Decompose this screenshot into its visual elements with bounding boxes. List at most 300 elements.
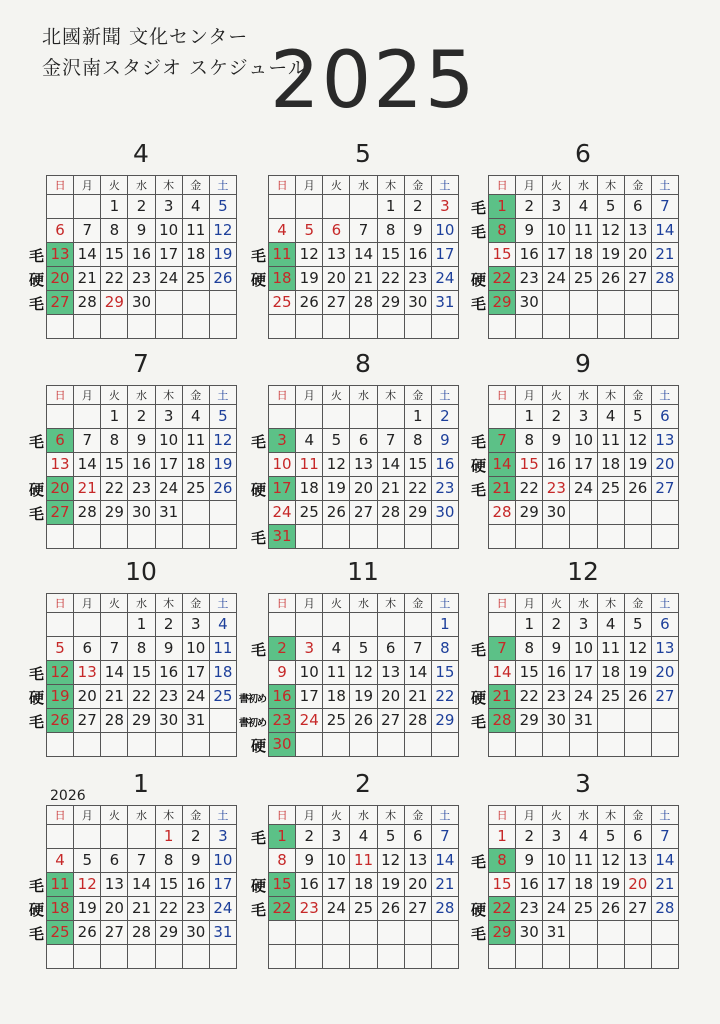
day-cell: 23 bbox=[405, 267, 432, 291]
day-cell: 30 bbox=[269, 733, 296, 757]
day-cell: 7 bbox=[652, 195, 679, 219]
day-cell: 16 bbox=[183, 873, 210, 897]
day-cell: 29 bbox=[101, 501, 128, 525]
day-cell: 15 bbox=[489, 243, 516, 267]
day-cell: 3 bbox=[543, 825, 570, 849]
day-cell: 28 bbox=[74, 291, 101, 315]
empty-cell bbox=[296, 613, 323, 637]
empty-cell bbox=[432, 733, 459, 757]
weekday-header: 金 bbox=[183, 594, 210, 613]
class-note-label: 毛 bbox=[470, 924, 486, 943]
empty-cell bbox=[74, 405, 101, 429]
empty-cell bbox=[570, 315, 597, 339]
empty-cell bbox=[183, 315, 210, 339]
day-cell: 19 bbox=[625, 661, 652, 685]
day-cell: 5 bbox=[296, 219, 323, 243]
day-cell: 8 bbox=[516, 429, 543, 453]
empty-cell bbox=[210, 501, 237, 525]
empty-cell bbox=[269, 405, 296, 429]
day-cell: 11 bbox=[570, 219, 597, 243]
class-note-label: 毛 bbox=[470, 294, 486, 313]
day-cell: 22 bbox=[128, 685, 155, 709]
day-cell: 2 bbox=[128, 405, 155, 429]
day-cell: 5 bbox=[210, 195, 237, 219]
empty-cell bbox=[489, 733, 516, 757]
day-cell: 5 bbox=[625, 405, 652, 429]
day-cell: 19 bbox=[598, 873, 625, 897]
day-cell: 15 bbox=[101, 243, 128, 267]
day-cell: 24 bbox=[570, 685, 597, 709]
day-cell: 8 bbox=[378, 219, 405, 243]
day-cell: 12 bbox=[296, 243, 323, 267]
day-cell: 23 bbox=[296, 897, 323, 921]
weekday-header: 金 bbox=[183, 176, 210, 195]
empty-cell bbox=[652, 945, 679, 969]
class-note-label: 毛 bbox=[470, 640, 486, 659]
weekday-header: 日 bbox=[489, 806, 516, 825]
day-cell: 14 bbox=[489, 453, 516, 477]
day-cell: 27 bbox=[323, 291, 350, 315]
day-cell: 15 bbox=[101, 453, 128, 477]
class-note-label: 硬 bbox=[28, 270, 44, 289]
day-cell: 26 bbox=[598, 897, 625, 921]
day-cell: 15 bbox=[156, 873, 183, 897]
day-cell: 16 bbox=[405, 243, 432, 267]
day-cell: 7 bbox=[489, 429, 516, 453]
day-cell: 14 bbox=[128, 873, 155, 897]
weekday-header: 火 bbox=[323, 594, 350, 613]
day-cell: 24 bbox=[432, 267, 459, 291]
day-cell: 2 bbox=[183, 825, 210, 849]
day-cell: 10 bbox=[183, 637, 210, 661]
day-cell: 8 bbox=[156, 849, 183, 873]
day-cell: 26 bbox=[210, 477, 237, 501]
day-cell: 22 bbox=[378, 267, 405, 291]
weekday-header: 火 bbox=[543, 594, 570, 613]
weekday-header: 月 bbox=[516, 176, 543, 195]
empty-cell bbox=[378, 405, 405, 429]
day-cell: 23 bbox=[128, 267, 155, 291]
empty-cell bbox=[350, 315, 377, 339]
day-cell: 13 bbox=[625, 219, 652, 243]
weekday-header: 月 bbox=[516, 594, 543, 613]
empty-cell bbox=[47, 405, 74, 429]
day-cell: 31 bbox=[210, 921, 237, 945]
class-note-label: 硬 bbox=[250, 876, 266, 895]
calendar-grid bbox=[488, 593, 679, 757]
day-cell: 23 bbox=[516, 897, 543, 921]
day-cell: 26 bbox=[323, 501, 350, 525]
day-cell: 24 bbox=[323, 897, 350, 921]
day-cell: 4 bbox=[47, 849, 74, 873]
class-note-label: 毛 bbox=[28, 876, 44, 895]
weekday-header: 金 bbox=[625, 386, 652, 405]
day-cell: 15 bbox=[128, 661, 155, 685]
day-cell: 2 bbox=[543, 405, 570, 429]
day-cell: 22 bbox=[101, 477, 128, 501]
day-cell: 17 bbox=[156, 243, 183, 267]
day-cell: 27 bbox=[101, 921, 128, 945]
empty-cell bbox=[47, 733, 74, 757]
day-cell: 22 bbox=[405, 477, 432, 501]
day-cell: 24 bbox=[183, 685, 210, 709]
empty-cell bbox=[323, 921, 350, 945]
day-cell: 31 bbox=[432, 291, 459, 315]
empty-cell bbox=[598, 291, 625, 315]
day-cell: 28 bbox=[489, 709, 516, 733]
day-cell: 10 bbox=[543, 849, 570, 873]
empty-cell bbox=[296, 405, 323, 429]
empty-cell bbox=[625, 291, 652, 315]
day-cell: 10 bbox=[156, 219, 183, 243]
weekday-header: 金 bbox=[625, 594, 652, 613]
month-title: 7 bbox=[133, 349, 149, 378]
weekday-header: 土 bbox=[210, 386, 237, 405]
day-cell: 22 bbox=[516, 685, 543, 709]
day-cell: 15 bbox=[489, 873, 516, 897]
day-cell: 30 bbox=[543, 709, 570, 733]
month-title: 11 bbox=[347, 557, 379, 586]
day-cell: 30 bbox=[516, 921, 543, 945]
day-cell: 21 bbox=[350, 267, 377, 291]
class-note-label: 毛 bbox=[28, 664, 44, 683]
empty-cell bbox=[210, 525, 237, 549]
day-cell: 30 bbox=[128, 501, 155, 525]
empty-cell bbox=[516, 525, 543, 549]
day-cell: 9 bbox=[516, 849, 543, 873]
weekday-header: 火 bbox=[543, 386, 570, 405]
day-cell: 1 bbox=[101, 195, 128, 219]
day-cell: 7 bbox=[378, 429, 405, 453]
day-cell: 9 bbox=[432, 429, 459, 453]
day-cell: 25 bbox=[296, 501, 323, 525]
day-cell: 3 bbox=[570, 613, 597, 637]
empty-cell bbox=[598, 501, 625, 525]
day-cell: 1 bbox=[378, 195, 405, 219]
weekday-header: 日 bbox=[269, 806, 296, 825]
day-cell: 20 bbox=[101, 897, 128, 921]
day-cell: 4 bbox=[350, 825, 377, 849]
day-cell: 17 bbox=[296, 685, 323, 709]
day-cell: 8 bbox=[101, 219, 128, 243]
day-cell: 15 bbox=[516, 453, 543, 477]
empty-cell bbox=[625, 501, 652, 525]
day-cell: 25 bbox=[47, 921, 74, 945]
calendar-grid bbox=[268, 175, 459, 339]
empty-cell bbox=[74, 195, 101, 219]
day-cell: 6 bbox=[101, 849, 128, 873]
empty-cell bbox=[652, 525, 679, 549]
day-cell: 6 bbox=[625, 195, 652, 219]
class-note-label: 硬 bbox=[250, 736, 266, 755]
day-cell: 19 bbox=[378, 873, 405, 897]
empty-cell bbox=[101, 525, 128, 549]
class-note-label: 書初め bbox=[239, 693, 266, 705]
weekday-header: 火 bbox=[543, 806, 570, 825]
empty-cell bbox=[652, 291, 679, 315]
weekday-header: 水 bbox=[570, 386, 597, 405]
day-cell: 1 bbox=[432, 613, 459, 637]
empty-cell bbox=[625, 525, 652, 549]
weekday-header: 木 bbox=[156, 806, 183, 825]
weekday-header: 木 bbox=[598, 806, 625, 825]
class-note-label: 毛 bbox=[470, 712, 486, 731]
day-cell: 29 bbox=[101, 291, 128, 315]
day-cell: 29 bbox=[405, 501, 432, 525]
weekday-header: 月 bbox=[74, 176, 101, 195]
day-cell: 25 bbox=[570, 897, 597, 921]
day-cell: 16 bbox=[516, 243, 543, 267]
empty-cell bbox=[570, 945, 597, 969]
day-cell: 4 bbox=[598, 405, 625, 429]
day-cell: 11 bbox=[269, 243, 296, 267]
day-cell: 27 bbox=[350, 501, 377, 525]
day-cell: 8 bbox=[432, 637, 459, 661]
empty-cell bbox=[47, 525, 74, 549]
empty-cell bbox=[74, 525, 101, 549]
empty-cell bbox=[652, 921, 679, 945]
empty-cell bbox=[183, 733, 210, 757]
day-cell: 29 bbox=[156, 921, 183, 945]
day-cell: 14 bbox=[652, 219, 679, 243]
empty-cell bbox=[350, 525, 377, 549]
day-cell: 26 bbox=[296, 291, 323, 315]
weekday-header: 金 bbox=[405, 806, 432, 825]
day-cell: 15 bbox=[516, 661, 543, 685]
day-cell: 11 bbox=[598, 429, 625, 453]
day-cell: 19 bbox=[47, 685, 74, 709]
day-cell: 12 bbox=[47, 661, 74, 685]
empty-cell bbox=[625, 709, 652, 733]
day-cell: 24 bbox=[210, 897, 237, 921]
day-cell: 4 bbox=[570, 195, 597, 219]
empty-cell bbox=[296, 733, 323, 757]
empty-cell bbox=[323, 315, 350, 339]
day-cell: 25 bbox=[183, 477, 210, 501]
weekday-header: 金 bbox=[405, 594, 432, 613]
class-note-label: 書初め bbox=[239, 717, 266, 729]
day-cell: 12 bbox=[74, 873, 101, 897]
empty-cell bbox=[625, 315, 652, 339]
day-cell: 4 bbox=[183, 405, 210, 429]
day-cell: 9 bbox=[405, 219, 432, 243]
empty-cell bbox=[296, 195, 323, 219]
day-cell: 2 bbox=[128, 195, 155, 219]
class-note-label: 毛 bbox=[28, 246, 44, 265]
day-cell: 9 bbox=[516, 219, 543, 243]
day-cell: 18 bbox=[183, 453, 210, 477]
day-cell: 4 bbox=[570, 825, 597, 849]
day-cell: 18 bbox=[598, 661, 625, 685]
empty-cell bbox=[570, 921, 597, 945]
day-cell: 2 bbox=[269, 637, 296, 661]
weekday-header: 水 bbox=[350, 594, 377, 613]
class-note-label: 硬 bbox=[250, 270, 266, 289]
weekday-header: 水 bbox=[128, 386, 155, 405]
weekday-header: 土 bbox=[432, 386, 459, 405]
weekday-header: 土 bbox=[652, 594, 679, 613]
weekday-header: 火 bbox=[101, 386, 128, 405]
weekday-header: 水 bbox=[350, 806, 377, 825]
day-cell: 11 bbox=[350, 849, 377, 873]
empty-cell bbox=[323, 525, 350, 549]
weekday-header: 月 bbox=[516, 806, 543, 825]
class-note-label: 毛 bbox=[250, 432, 266, 451]
day-cell: 27 bbox=[652, 685, 679, 709]
day-cell: 17 bbox=[432, 243, 459, 267]
weekday-header: 木 bbox=[156, 176, 183, 195]
month-title: 2 bbox=[355, 769, 371, 798]
empty-cell bbox=[598, 525, 625, 549]
calendar-grid bbox=[268, 805, 459, 969]
organization-title bbox=[42, 22, 308, 84]
day-cell: 22 bbox=[269, 897, 296, 921]
day-cell: 20 bbox=[625, 873, 652, 897]
weekday-header: 火 bbox=[101, 594, 128, 613]
empty-cell bbox=[101, 733, 128, 757]
day-cell: 13 bbox=[74, 661, 101, 685]
weekday-header: 水 bbox=[128, 176, 155, 195]
day-cell: 12 bbox=[598, 849, 625, 873]
day-cell: 15 bbox=[269, 873, 296, 897]
day-cell: 19 bbox=[210, 453, 237, 477]
day-cell: 2 bbox=[516, 195, 543, 219]
calendar-grid bbox=[46, 805, 237, 969]
day-cell: 18 bbox=[323, 685, 350, 709]
empty-cell bbox=[323, 945, 350, 969]
class-note-label: 毛 bbox=[250, 246, 266, 265]
weekday-header: 日 bbox=[269, 386, 296, 405]
day-cell: 23 bbox=[543, 685, 570, 709]
empty-cell bbox=[323, 613, 350, 637]
day-cell: 9 bbox=[156, 637, 183, 661]
empty-cell bbox=[516, 945, 543, 969]
day-cell: 28 bbox=[101, 709, 128, 733]
weekday-header: 火 bbox=[101, 176, 128, 195]
weekday-header: 月 bbox=[296, 594, 323, 613]
day-cell: 17 bbox=[543, 243, 570, 267]
day-cell: 7 bbox=[74, 219, 101, 243]
empty-cell bbox=[210, 945, 237, 969]
weekday-header: 水 bbox=[570, 176, 597, 195]
day-cell: 11 bbox=[210, 637, 237, 661]
day-cell: 1 bbox=[101, 405, 128, 429]
day-cell: 4 bbox=[323, 637, 350, 661]
weekday-header: 金 bbox=[405, 386, 432, 405]
day-cell: 11 bbox=[323, 661, 350, 685]
calendar-grid bbox=[46, 593, 237, 757]
day-cell: 29 bbox=[489, 921, 516, 945]
day-cell: 14 bbox=[101, 661, 128, 685]
day-cell: 7 bbox=[101, 637, 128, 661]
weekday-header: 月 bbox=[296, 386, 323, 405]
weekday-header: 土 bbox=[210, 176, 237, 195]
day-cell: 15 bbox=[405, 453, 432, 477]
class-note-label: 毛 bbox=[470, 480, 486, 499]
weekday-header: 土 bbox=[652, 176, 679, 195]
empty-cell bbox=[269, 315, 296, 339]
weekday-header: 日 bbox=[489, 594, 516, 613]
empty-cell bbox=[210, 315, 237, 339]
day-cell: 14 bbox=[432, 849, 459, 873]
day-cell: 27 bbox=[47, 501, 74, 525]
month-title: 10 bbox=[125, 557, 157, 586]
empty-cell bbox=[323, 405, 350, 429]
day-cell: 27 bbox=[378, 709, 405, 733]
weekday-header: 日 bbox=[269, 176, 296, 195]
day-cell: 11 bbox=[598, 637, 625, 661]
day-cell: 10 bbox=[269, 453, 296, 477]
day-cell: 20 bbox=[350, 477, 377, 501]
weekday-header: 金 bbox=[625, 806, 652, 825]
weekday-header: 土 bbox=[652, 806, 679, 825]
empty-cell bbox=[47, 825, 74, 849]
empty-cell bbox=[101, 945, 128, 969]
day-cell: 22 bbox=[101, 267, 128, 291]
day-cell: 16 bbox=[516, 873, 543, 897]
empty-cell bbox=[598, 733, 625, 757]
day-cell: 22 bbox=[432, 685, 459, 709]
class-note-label: 硬 bbox=[28, 480, 44, 499]
day-cell: 6 bbox=[625, 825, 652, 849]
empty-cell bbox=[296, 315, 323, 339]
empty-cell bbox=[432, 945, 459, 969]
day-cell: 19 bbox=[625, 453, 652, 477]
calendar-grid bbox=[488, 805, 679, 969]
day-cell: 30 bbox=[432, 501, 459, 525]
class-note-label: 毛 bbox=[28, 924, 44, 943]
empty-cell bbox=[128, 525, 155, 549]
weekday-header: 土 bbox=[652, 386, 679, 405]
day-cell: 21 bbox=[74, 477, 101, 501]
day-cell: 14 bbox=[74, 453, 101, 477]
empty-cell bbox=[570, 501, 597, 525]
empty-cell bbox=[432, 315, 459, 339]
day-cell: 1 bbox=[516, 613, 543, 637]
day-cell: 24 bbox=[543, 897, 570, 921]
empty-cell bbox=[489, 405, 516, 429]
class-note-label: 毛 bbox=[28, 432, 44, 451]
day-cell: 2 bbox=[405, 195, 432, 219]
empty-cell bbox=[47, 195, 74, 219]
day-cell: 6 bbox=[350, 429, 377, 453]
day-cell: 8 bbox=[489, 219, 516, 243]
empty-cell bbox=[570, 733, 597, 757]
day-cell: 14 bbox=[489, 661, 516, 685]
empty-cell bbox=[210, 733, 237, 757]
day-cell: 22 bbox=[516, 477, 543, 501]
day-cell: 2 bbox=[432, 405, 459, 429]
day-cell: 21 bbox=[489, 685, 516, 709]
day-cell: 9 bbox=[543, 429, 570, 453]
day-cell: 28 bbox=[378, 501, 405, 525]
day-cell: 25 bbox=[598, 685, 625, 709]
empty-cell bbox=[570, 291, 597, 315]
empty-cell bbox=[156, 525, 183, 549]
empty-cell bbox=[432, 921, 459, 945]
empty-cell bbox=[598, 709, 625, 733]
empty-cell bbox=[543, 291, 570, 315]
day-cell: 9 bbox=[296, 849, 323, 873]
day-cell: 12 bbox=[350, 661, 377, 685]
day-cell: 12 bbox=[323, 453, 350, 477]
day-cell: 14 bbox=[405, 661, 432, 685]
day-cell: 3 bbox=[570, 405, 597, 429]
empty-cell bbox=[489, 525, 516, 549]
class-note-label: 硬 bbox=[470, 688, 486, 707]
empty-cell bbox=[156, 733, 183, 757]
day-cell: 26 bbox=[74, 921, 101, 945]
